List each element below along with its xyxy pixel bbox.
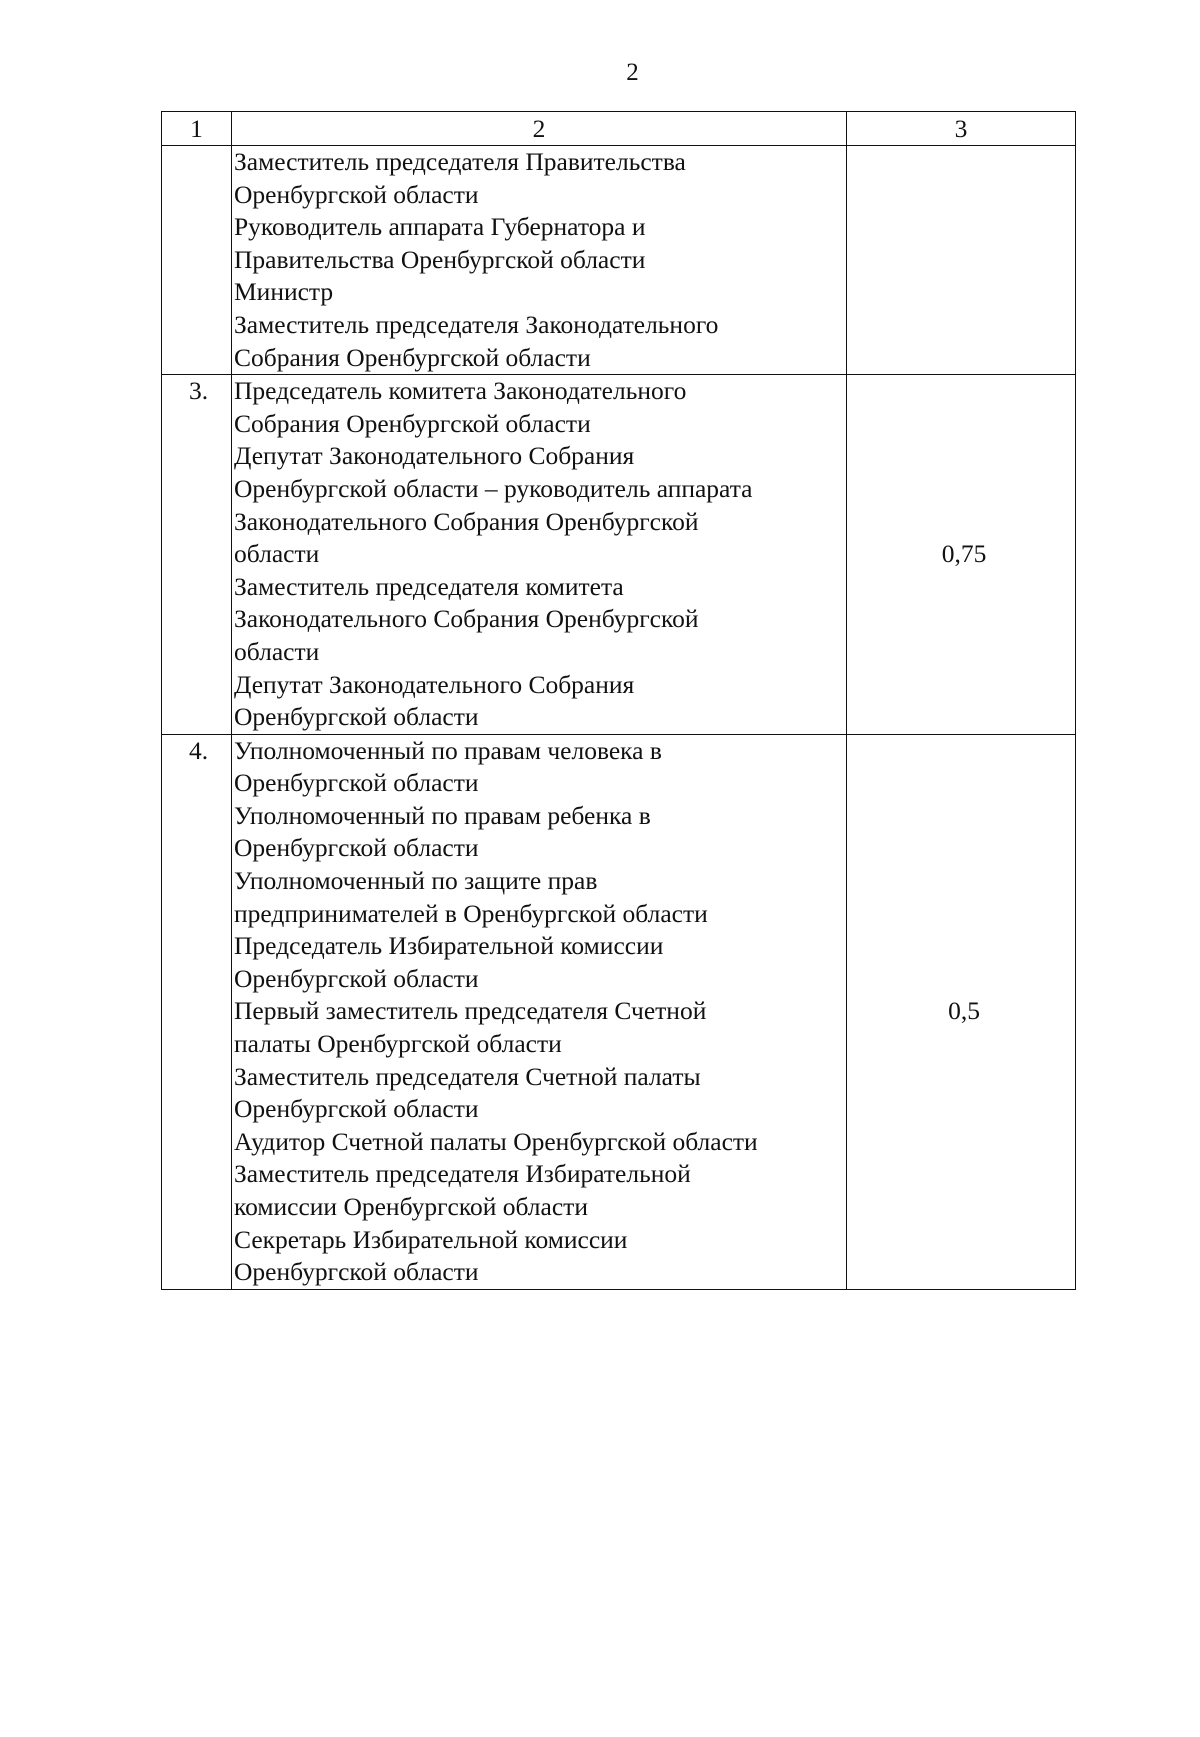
position-line: Депутат Законодательного Собрания	[234, 441, 635, 471]
position-line: Правительства Оренбургской области	[234, 244, 646, 274]
position-line: предпринимателей в Оренбургской области	[234, 898, 708, 928]
position-line: Уполномоченный по правам человека в	[234, 735, 662, 765]
position-line: Уполномоченный по защите прав	[234, 866, 598, 896]
position-list-cell	[232, 734, 847, 1289]
position-line: Оренбургской области – руководитель аппарата	[234, 473, 753, 503]
position-line: Оренбургской области	[234, 768, 479, 798]
page-number: 2	[626, 59, 639, 86]
table-header-row	[162, 112, 1076, 146]
coefficient-value: 0,75	[941, 539, 987, 569]
row-number-cell	[162, 375, 232, 735]
position-line: Заместитель председателя Правительства	[234, 147, 686, 176]
position-line: области	[234, 539, 320, 569]
position-line: Заместитель председателя Счетной палаты	[234, 1061, 701, 1091]
position-line: Заместитель председателя Избирательной	[234, 1159, 691, 1189]
position-line: комиссии Оренбургской области	[234, 1192, 588, 1221]
row-number-cell	[162, 734, 232, 1289]
row-number: 4.	[188, 735, 209, 765]
position-line: Руководитель аппарата Губернатора и	[234, 212, 646, 242]
position-line: области	[234, 636, 320, 666]
row-number: 3.	[188, 376, 209, 406]
column-header-1: 1	[162, 112, 232, 146]
position-line: Секретарь Избирательной комиссии	[234, 1224, 628, 1254]
position-line: Законодательного Собрания Оренбургской	[234, 506, 699, 536]
column-header-3: 3	[847, 112, 1076, 146]
table-row	[162, 375, 1076, 735]
position-list-cell	[232, 146, 847, 375]
position-line: Депутат Законодательного Собрания	[234, 669, 635, 699]
position-line: палаты Оренбургской области	[234, 1029, 562, 1059]
position-line: Министр	[234, 277, 334, 307]
position-line: Первый заместитель председателя Счетной	[234, 996, 707, 1026]
position-line: Председатель Избирательной комиссии	[234, 931, 664, 961]
position-line: Оренбургской области	[234, 1094, 479, 1124]
coefficient-cell	[847, 146, 1076, 375]
position-line: Уполномоченный по правам ребенка в	[234, 800, 651, 830]
position-line: Аудитор Счетной палаты Оренбургской области	[234, 1126, 758, 1156]
position-line: Заместитель председателя Законодательного	[234, 309, 719, 339]
position-line: Оренбургской области	[234, 1257, 479, 1287]
position-line: Председатель комитета Законодательного	[234, 376, 687, 406]
position-line: Оренбургской области	[234, 179, 479, 209]
column-header-2: 2	[232, 112, 847, 146]
position-list-cell	[232, 375, 847, 735]
coefficient-cell	[847, 734, 1076, 1289]
position-line: Оренбургской области	[234, 833, 479, 863]
coefficient-cell	[847, 375, 1076, 735]
position-line: Оренбургской области	[234, 702, 479, 732]
table-row	[162, 146, 1076, 375]
position-line: Законодательного Собрания Оренбургской	[234, 604, 699, 634]
position-line: Заместитель председателя комитета	[234, 571, 624, 601]
position-line: Собрания Оренбургской области	[234, 342, 591, 372]
position-line: Оренбургской области	[234, 963, 479, 993]
table-row	[162, 734, 1076, 1289]
coefficient-value: 0,5	[948, 996, 980, 1026]
row-number-cell	[162, 146, 232, 375]
table-body	[162, 112, 1076, 1290]
positions-table	[161, 111, 1076, 1290]
position-line: Собрания Оренбургской области	[234, 408, 591, 438]
